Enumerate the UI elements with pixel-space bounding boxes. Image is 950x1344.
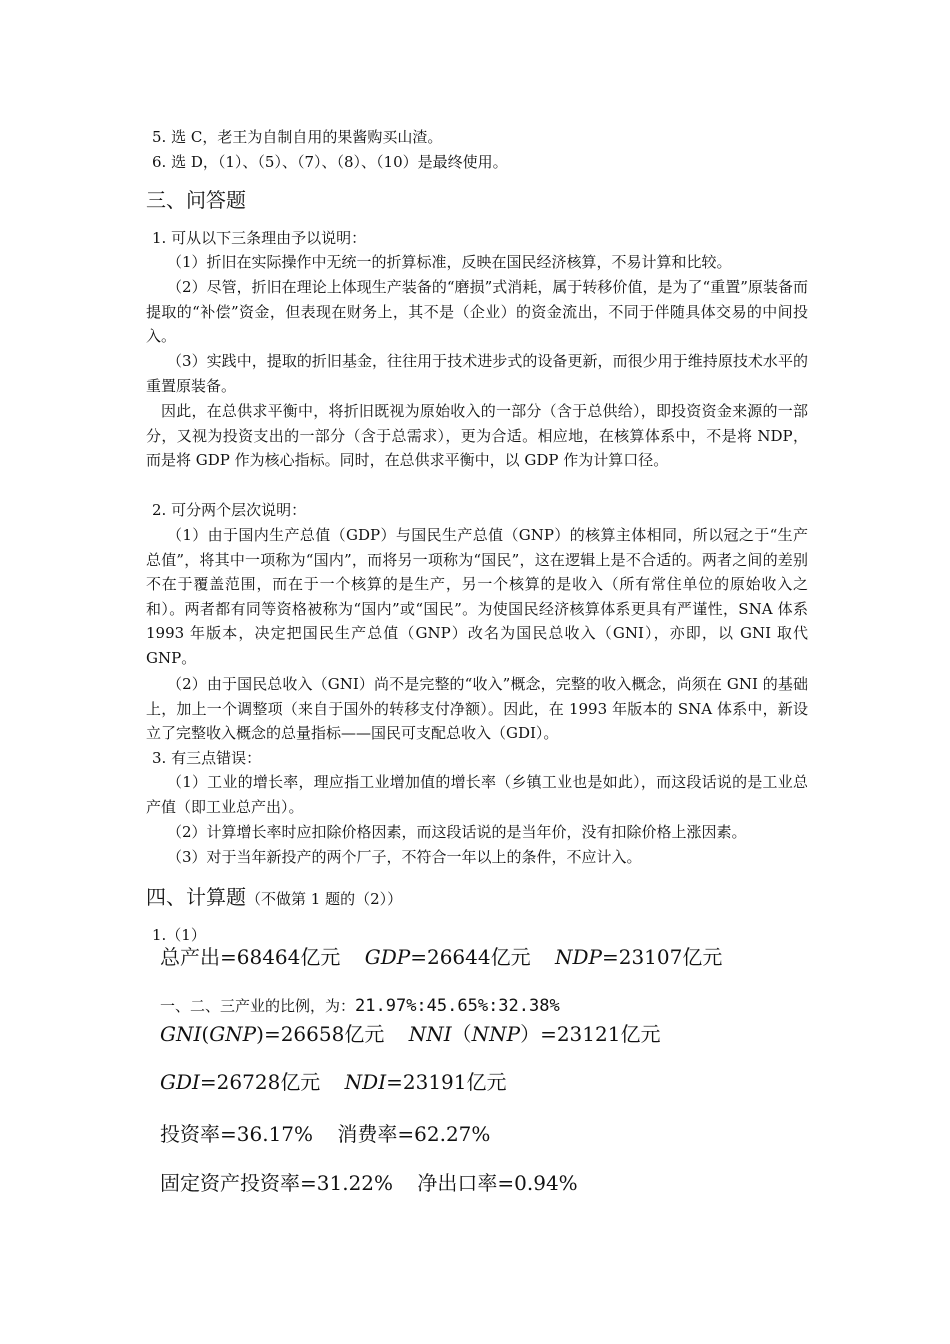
fixed-investment-rate-label: 固定资产投资率 bbox=[160, 1171, 300, 1195]
calc-q1-label: 1.（1） bbox=[152, 926, 206, 944]
q1-intro: 1. 可从以下三条理由予以说明： bbox=[152, 229, 367, 247]
q2-level-2: （2）由于国民总收入（GNI）尚不是完整的“收入”概念，完整的收入概念，尚须在 GNI 的基础上，加上一个调整项（来自于国外的转移支付净额）。因此，在 1993 年版本的 SNA 体系中，新设立了完整收入概念的总量指标——国民可支配总收入（GDI）。 bbox=[146, 675, 808, 743]
formula-rates-2 bbox=[160, 1170, 578, 1196]
q3-error-3: （3）对于当年新投产的两个厂子，不符合一年以上的条件，不应计入。 bbox=[167, 848, 642, 866]
industry-ratio bbox=[160, 996, 560, 1016]
total-output-label: 总产出 bbox=[160, 945, 220, 969]
unit-2: 亿元 bbox=[490, 945, 531, 969]
ratio-label: 一、二、三产业的比例，为： bbox=[160, 997, 356, 1015]
unit-5: 亿元 bbox=[620, 1022, 661, 1046]
nni-value: =23121 bbox=[540, 1022, 621, 1046]
q3-intro: 3. 有三点错误： bbox=[152, 749, 262, 767]
formula-output-gdp-ndp bbox=[160, 944, 722, 970]
gdp-value: =26644 bbox=[410, 945, 491, 969]
ndi-value: =23191 bbox=[386, 1070, 467, 1094]
formula-rates-1 bbox=[160, 1121, 490, 1147]
q1-conclusion: 因此，在总供求平衡中，将折旧既视为原始收入的一部分（含于总供给），即投资资金来源的一部分，又视为投资支出的一部分（含于总需求），更为合适。相应地，在核算体系中，不是将 NDP，而是将 GDP 作为核心指标。同时，在总供求平衡中，以 GDP 作为计算口径。 bbox=[146, 402, 808, 470]
ndp-label: NDP bbox=[554, 945, 602, 969]
section-4-note: （不做第 1 题的（2）） bbox=[246, 890, 403, 908]
section-4-heading bbox=[146, 884, 402, 912]
gdp-label: GDP bbox=[364, 945, 411, 969]
total-output-value: =68464 bbox=[220, 945, 301, 969]
ndi-label: NDI bbox=[344, 1070, 387, 1094]
investment-rate-value: =36.17% bbox=[220, 1122, 314, 1146]
q2-level-1: （1）由于国内生产总值（GDP）与国民生产总值（GNP）的核算主体相同，所以冠之于“生产总值”，将其中一项称为“国内”，而将另一项称为“国民”，这在逻辑上是不合适的。两者之间的差别不在于覆盖范围，而在于一个核算的是生产，另一个核算的是收入（所有常住单位的原始收入之和）。两者都有同等资格被称为“国内”或“国民”。为使国民经济核算体系更具有严谨性，SNA 体系 1993 年版本，决定把国民生产总值（GNP）改名为国民总收入（GNI），亦即，以 GNI 取代 GNP。 bbox=[146, 526, 808, 667]
nni-label: NNI bbox=[408, 1022, 452, 1046]
ratio-value: 21.97%:45.65%:32.38% bbox=[355, 996, 560, 1016]
investment-rate-label: 投资率 bbox=[160, 1122, 220, 1146]
consumption-rate-label: 消费率 bbox=[337, 1122, 398, 1146]
answer-6: 6. 选 D，（1）、（5）、（7）、（8）、（10）是最终使用。 bbox=[152, 153, 508, 171]
answer-5: 5. 选 C，老王为自制自用的果酱购买山渣。 bbox=[152, 128, 443, 146]
net-export-rate-value: =0.94% bbox=[497, 1171, 578, 1195]
unit-7: 亿元 bbox=[466, 1070, 507, 1094]
unit-4: 亿元 bbox=[344, 1022, 385, 1046]
gni-label: GNI bbox=[160, 1022, 202, 1046]
gdi-label: GDI bbox=[160, 1070, 200, 1094]
q1-reason-2: （2）尽管，折旧在理论上体现生产装备的“磨损”式消耗，属于转移价值，是为了“重置”原装备而提取的“补偿”资金，但表现在财务上，其不是（企业）的资金流出，不同于伴随具体交易的中间投入。 bbox=[146, 278, 808, 346]
q1-reason-1: （1）折旧在实际操作中无统一的折算标准，反映在国民经济核算，不易计算和比较。 bbox=[167, 253, 732, 271]
gnp-label: GNP bbox=[209, 1022, 257, 1046]
unit-3: 亿元 bbox=[682, 945, 723, 969]
gni-value: =26658 bbox=[263, 1022, 345, 1046]
formula-gdi-ndi bbox=[160, 1069, 507, 1095]
consumption-rate-value: =62.27% bbox=[397, 1122, 491, 1146]
section-3-heading: 三、问答题 bbox=[146, 188, 246, 212]
nnp-label: NNP bbox=[471, 1022, 521, 1046]
q2-intro: 2. 可分两个层次说明： bbox=[152, 501, 307, 519]
gdi-value: =26728 bbox=[199, 1070, 281, 1094]
ndp-value: =23107 bbox=[601, 945, 683, 969]
q3-error-1: （1）工业的增长率，理应指工业增加值的增长率（乡镇工业也是如此），而这段话说的是工业总产值（即工业总产出）。 bbox=[146, 773, 808, 816]
formula-gni-nni: GNI(GNP)=26658亿元 NNI（NNP）=23121亿元 bbox=[160, 1022, 661, 1046]
section-4-title: 四、计算题 bbox=[146, 885, 246, 909]
unit-6: 亿元 bbox=[280, 1070, 321, 1094]
q3-error-2: （2）计算增长率时应扣除价格因素，而这段话说的是当年价，没有扣除价格上涨因素。 bbox=[167, 823, 747, 841]
q1-reason-3: （3）实践中，提取的折旧基金，往往用于技术进步式的设备更新，而很少用于维持原技术水平的重置原装备。 bbox=[146, 352, 808, 395]
net-export-rate-label: 净出口率 bbox=[417, 1171, 498, 1195]
fixed-investment-rate-value: =31.22% bbox=[300, 1171, 394, 1195]
unit-1: 亿元 bbox=[300, 945, 341, 969]
